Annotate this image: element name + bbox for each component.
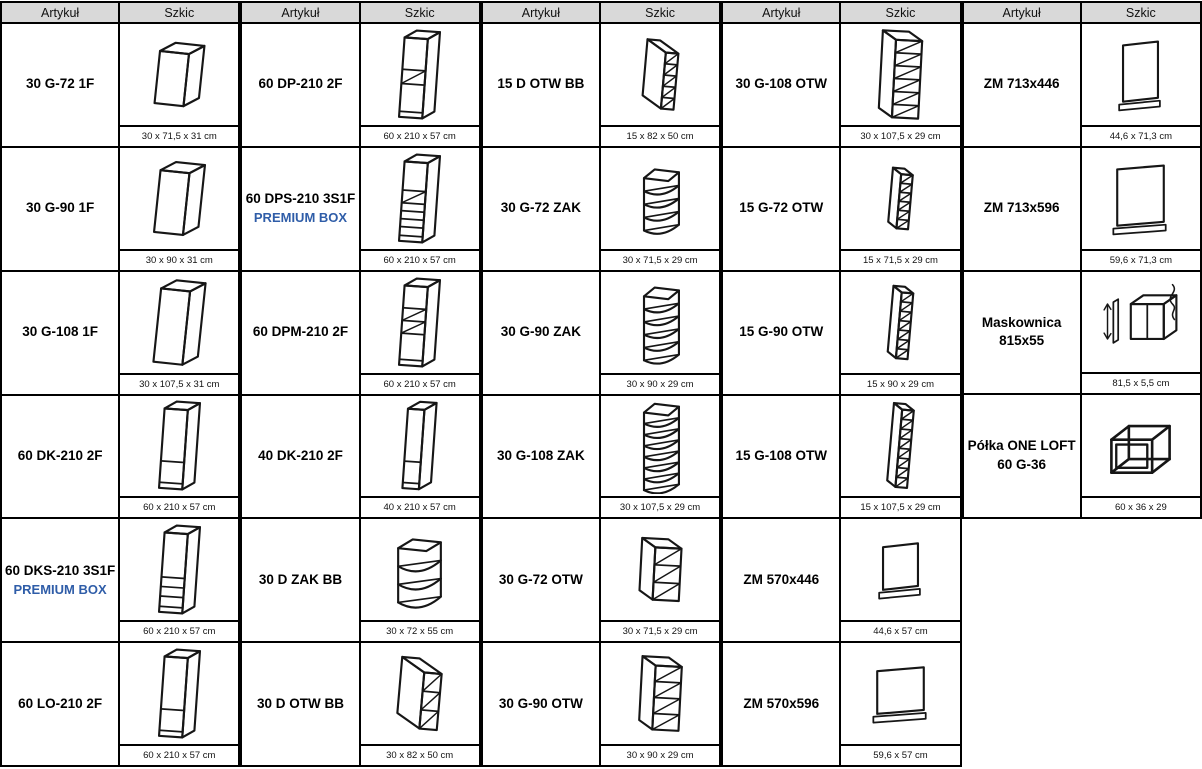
sketch-cell bbox=[601, 146, 719, 270]
sketch-area bbox=[601, 148, 719, 249]
cabinet-box-sketch bbox=[131, 150, 228, 247]
sketch-area bbox=[1082, 395, 1200, 496]
dimensions-caption: 44,6 x 71,3 cm bbox=[1082, 125, 1200, 146]
article-name: 30 D OTW BB bbox=[256, 695, 344, 711]
catalog-table bbox=[0, 1, 1202, 767]
dimensions-caption: 15 x 107,5 x 29 cm bbox=[841, 496, 959, 517]
sketch-cell bbox=[1082, 270, 1200, 394]
cargo-rack-sketch bbox=[852, 397, 949, 494]
sketch-cell bbox=[361, 517, 479, 641]
article-name: 30 G-108 OTW bbox=[735, 76, 828, 92]
column-pair bbox=[962, 1, 1202, 519]
dimensions-caption: 30 x 71,5 x 31 cm bbox=[120, 125, 238, 146]
header-szkic: Szkic bbox=[601, 3, 719, 22]
article-name: 40 DK-210 2F bbox=[258, 447, 343, 463]
premium-box-label: PREMIUM BOX bbox=[13, 581, 107, 597]
article-name: 60 DKS-210 3S1F bbox=[4, 562, 116, 578]
column-pair bbox=[721, 1, 961, 767]
sketch-cell bbox=[1082, 146, 1200, 270]
dimensions-caption: 30 x 90 x 29 cm bbox=[601, 373, 719, 394]
cargo-rack-sketch bbox=[371, 645, 468, 742]
sketch-area bbox=[1082, 24, 1200, 125]
dimensions-caption: 81,5 x 5,5 cm bbox=[1082, 372, 1200, 393]
article-cell bbox=[964, 393, 1082, 517]
dimensions-caption: 30 x 90 x 29 cm bbox=[601, 744, 719, 765]
article-cell bbox=[2, 394, 120, 518]
tall-cabinet-sketch bbox=[131, 397, 228, 494]
sketch-cell bbox=[120, 394, 238, 518]
open-shelf-box-sketch bbox=[612, 521, 709, 618]
sketch-cell bbox=[361, 394, 479, 518]
article-name: 60 DP-210 2F bbox=[258, 76, 343, 92]
sketch-area bbox=[601, 396, 719, 497]
sketch-cell bbox=[601, 22, 719, 146]
article-cell bbox=[2, 641, 120, 765]
article-name: 30 G-108 ZAK bbox=[496, 447, 585, 463]
header-artykul: Artykuł bbox=[964, 3, 1082, 22]
filler-strip-sketch bbox=[1092, 273, 1189, 370]
article-name: 30 G-72 ZAK bbox=[500, 200, 582, 216]
dimensions-caption: 60 x 210 x 57 cm bbox=[361, 125, 479, 146]
sketch-cell bbox=[120, 22, 238, 146]
sketch-area bbox=[1082, 272, 1200, 373]
article-name: 30 G-90 OTW bbox=[498, 695, 583, 711]
article-cell bbox=[483, 146, 601, 270]
dimensions-caption: 30 x 82 x 50 cm bbox=[361, 744, 479, 765]
article-name: 15 G-72 OTW bbox=[739, 200, 824, 216]
sketch-cell bbox=[1082, 22, 1200, 146]
article-cell bbox=[242, 394, 360, 518]
sketch-area bbox=[361, 148, 479, 249]
sketch-area bbox=[120, 272, 238, 373]
sketch-cell bbox=[601, 517, 719, 641]
article-name: 30 G-72 1F bbox=[25, 76, 95, 92]
header-artykul: Artykuł bbox=[723, 3, 841, 22]
premium-box-label: PREMIUM BOX bbox=[253, 210, 348, 226]
sketch-area bbox=[120, 519, 238, 620]
sketch-area bbox=[120, 148, 238, 249]
corner-shelf-sketch bbox=[612, 397, 709, 494]
cargo-rack-sketch bbox=[852, 150, 949, 247]
dimensions-caption: 30 x 107,5 x 31 cm bbox=[120, 373, 238, 394]
dimensions-caption: 30 x 71,5 x 29 cm bbox=[601, 620, 719, 641]
header-szkic: Szkic bbox=[1082, 3, 1200, 22]
article-name: 30 G-90 1F bbox=[25, 200, 95, 216]
tall-cabinet-sketch bbox=[371, 150, 468, 247]
cargo-rack-sketch bbox=[612, 26, 709, 123]
sketch-area bbox=[841, 24, 959, 125]
dimensions-caption: 60 x 210 x 57 cm bbox=[361, 373, 479, 394]
tall-cabinet-sketch bbox=[371, 26, 468, 123]
column-pair bbox=[0, 1, 240, 767]
sketch-cell bbox=[120, 517, 238, 641]
article-cell bbox=[483, 270, 601, 394]
sketch-area bbox=[601, 643, 719, 744]
dimensions-caption: 30 x 72 x 55 cm bbox=[361, 620, 479, 641]
side-panel-sketch bbox=[852, 645, 949, 742]
article-name: ZM 713x446 bbox=[983, 76, 1060, 92]
article-cell bbox=[723, 270, 841, 394]
article-cell bbox=[723, 22, 841, 146]
article-cell bbox=[483, 517, 601, 641]
sketch-cell bbox=[841, 22, 959, 146]
sketch-area bbox=[841, 396, 959, 497]
column-pair bbox=[240, 1, 480, 767]
article-cell bbox=[964, 270, 1082, 394]
article-name: 60 DPM-210 2F bbox=[252, 324, 349, 340]
article-name: Maskownica bbox=[981, 314, 1062, 330]
article-name: 15 G-108 OTW bbox=[735, 447, 828, 463]
article-name: 15 D OTW BB bbox=[497, 76, 585, 92]
sketch-area bbox=[361, 272, 479, 373]
article-name: 30 G-72 OTW bbox=[498, 571, 583, 587]
sketch-area bbox=[841, 272, 959, 373]
article-name: 60 LO-210 2F bbox=[18, 695, 103, 711]
article-name-line2: 60 G-36 bbox=[997, 457, 1047, 473]
sketch-cell bbox=[120, 146, 238, 270]
article-cell bbox=[723, 641, 841, 765]
article-name: 60 DPS-210 3S1F bbox=[245, 191, 356, 207]
article-cell bbox=[483, 22, 601, 146]
article-cell bbox=[723, 146, 841, 270]
frame-shelf-sketch bbox=[1092, 397, 1189, 494]
dimensions-caption: 15 x 90 x 29 cm bbox=[841, 373, 959, 394]
dimensions-caption: 15 x 82 x 50 cm bbox=[601, 125, 719, 146]
dimensions-caption: 60 x 36 x 29 bbox=[1082, 496, 1200, 517]
sketch-cell bbox=[841, 517, 959, 641]
sketch-area bbox=[1082, 148, 1200, 249]
article-cell bbox=[2, 517, 120, 641]
side-panel-sketch bbox=[852, 521, 949, 618]
sketch-area bbox=[601, 272, 719, 373]
sketch-area bbox=[120, 24, 238, 125]
sketch-cell bbox=[841, 394, 959, 518]
sketch-area bbox=[361, 519, 479, 620]
article-name: 30 G-90 ZAK bbox=[500, 324, 582, 340]
article-name: ZM 570x596 bbox=[743, 695, 820, 711]
dimensions-caption: 60 x 210 x 57 cm bbox=[361, 249, 479, 270]
article-cell bbox=[964, 22, 1082, 146]
dimensions-caption: 59,6 x 71,3 cm bbox=[1082, 249, 1200, 270]
corner-shelf-sketch bbox=[371, 521, 468, 618]
sketch-cell bbox=[361, 22, 479, 146]
dimensions-caption: 30 x 107,5 x 29 cm bbox=[841, 125, 959, 146]
sketch-area bbox=[120, 643, 238, 744]
header-artykul: Artykuł bbox=[483, 3, 601, 22]
header-artykul: Artykuł bbox=[242, 3, 360, 22]
sketch-area bbox=[601, 24, 719, 125]
header-szkic: Szkic bbox=[120, 3, 238, 22]
sketch-cell bbox=[361, 641, 479, 765]
article-name: Półka ONE LOFT bbox=[967, 438, 1076, 454]
dimensions-caption: 15 x 71,5 x 29 cm bbox=[841, 249, 959, 270]
corner-shelf-sketch bbox=[612, 150, 709, 247]
dimensions-caption: 60 x 210 x 57 cm bbox=[120, 496, 238, 517]
article-cell bbox=[242, 22, 360, 146]
article-cell bbox=[2, 22, 120, 146]
dimensions-caption: 40 x 210 x 57 cm bbox=[361, 496, 479, 517]
dimensions-caption: 44,6 x 57 cm bbox=[841, 620, 959, 641]
sketch-cell bbox=[120, 270, 238, 394]
dimensions-caption: 30 x 90 x 31 cm bbox=[120, 249, 238, 270]
corner-shelf-sketch bbox=[612, 274, 709, 371]
article-cell bbox=[723, 394, 841, 518]
sketch-cell bbox=[120, 641, 238, 765]
sketch-cell bbox=[1082, 393, 1200, 517]
tall-cabinet-sketch bbox=[131, 645, 228, 742]
sketch-area bbox=[361, 396, 479, 497]
sketch-area bbox=[841, 519, 959, 620]
sketch-cell bbox=[601, 394, 719, 518]
sketch-area bbox=[601, 519, 719, 620]
article-name: ZM 570x446 bbox=[743, 571, 820, 587]
article-name-line2: 815x55 bbox=[999, 333, 1045, 349]
sketch-area bbox=[120, 396, 238, 497]
article-cell bbox=[723, 517, 841, 641]
tall-cabinet-sketch bbox=[371, 274, 468, 371]
sketch-cell bbox=[841, 146, 959, 270]
article-name: 60 DK-210 2F bbox=[17, 447, 103, 463]
sketch-area bbox=[361, 24, 479, 125]
article-name: 30 D ZAK BB bbox=[258, 571, 343, 587]
column-pair bbox=[481, 1, 721, 767]
side-panel-sketch bbox=[1092, 26, 1189, 123]
header-artykul: Artykuł bbox=[2, 3, 120, 22]
dimensions-caption: 60 x 210 x 57 cm bbox=[120, 744, 238, 765]
side-panel-sketch bbox=[1092, 150, 1189, 247]
article-cell bbox=[242, 517, 360, 641]
tall-cabinet-sketch bbox=[371, 397, 468, 494]
article-cell bbox=[483, 394, 601, 518]
tall-cabinet-sketch bbox=[131, 521, 228, 618]
cabinet-box-sketch bbox=[131, 26, 228, 123]
article-cell bbox=[2, 270, 120, 394]
dimensions-caption: 30 x 71,5 x 29 cm bbox=[601, 249, 719, 270]
sketch-area bbox=[361, 643, 479, 744]
dimensions-caption: 30 x 107,5 x 29 cm bbox=[601, 496, 719, 517]
article-cell bbox=[242, 641, 360, 765]
article-cell bbox=[964, 146, 1082, 270]
open-shelf-box-sketch bbox=[852, 26, 949, 123]
sketch-cell bbox=[601, 270, 719, 394]
sketch-cell bbox=[361, 146, 479, 270]
article-name: 30 G-108 1F bbox=[22, 324, 98, 340]
header-szkic: Szkic bbox=[361, 3, 479, 22]
sketch-area bbox=[841, 643, 959, 744]
article-cell bbox=[242, 270, 360, 394]
article-name: ZM 713x596 bbox=[983, 200, 1060, 216]
sketch-area bbox=[841, 148, 959, 249]
cabinet-box-sketch bbox=[131, 274, 228, 371]
article-cell bbox=[483, 641, 601, 765]
article-cell bbox=[2, 146, 120, 270]
dimensions-caption: 59,6 x 57 cm bbox=[841, 744, 959, 765]
article-name: 15 G-90 OTW bbox=[739, 324, 824, 340]
sketch-cell bbox=[361, 270, 479, 394]
dimensions-caption: 60 x 210 x 57 cm bbox=[120, 620, 238, 641]
sketch-cell bbox=[841, 270, 959, 394]
article-cell bbox=[242, 146, 360, 270]
open-shelf-box-sketch bbox=[612, 645, 709, 742]
sketch-cell bbox=[601, 641, 719, 765]
sketch-cell bbox=[841, 641, 959, 765]
header-szkic: Szkic bbox=[841, 3, 959, 22]
cargo-rack-sketch bbox=[852, 274, 949, 371]
